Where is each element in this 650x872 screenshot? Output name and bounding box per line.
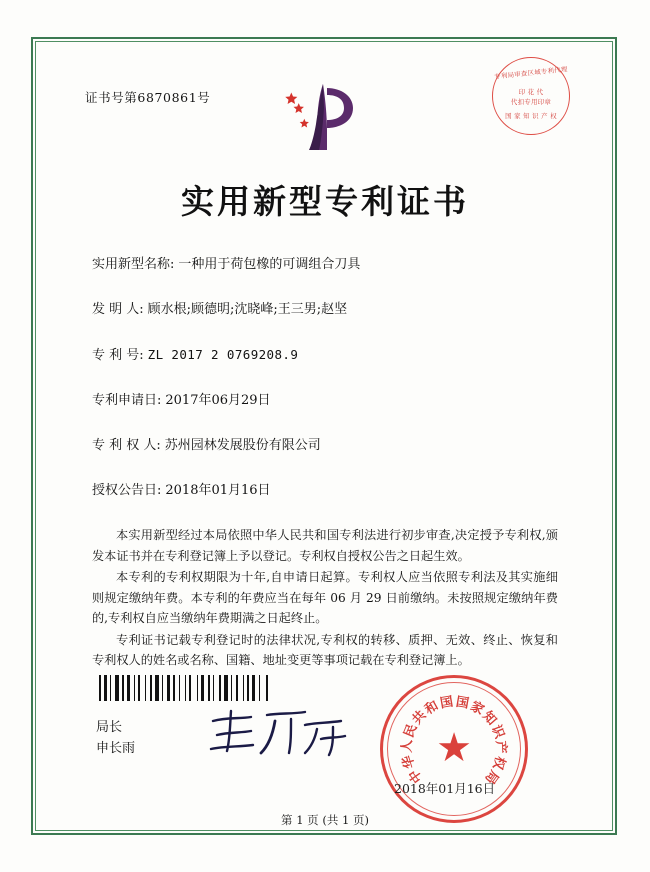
- seal-arc-char: 识: [487, 723, 507, 741]
- seal-arc-char: 局: [481, 767, 502, 787]
- stamp-line-3: 代扣专用印章: [510, 98, 552, 106]
- handwritten-signature: [205, 705, 355, 760]
- paragraph: 本实用新型经过本局依照中华人民共和国专利法进行初步审查,决定授予专利权,颁发本证书并在专利登记簿上予以登记。专利权自授权公告之日起生效。: [92, 528, 558, 563]
- field-label: 专 利 号:: [92, 348, 144, 363]
- stamp-line-1: 专利局审查区域专利代理: [493, 65, 568, 81]
- seal-star-icon: ★: [436, 725, 472, 772]
- director-title-label: 局长: [96, 720, 123, 735]
- field-value: 顾水根;顾德明;沈晓峰;王三男;赵坚: [147, 302, 348, 317]
- seal-arc-char: 共: [409, 707, 430, 728]
- patent-barcode: [99, 675, 296, 701]
- seal-arc-char: 人: [399, 739, 416, 754]
- barcode-bar: [122, 675, 124, 701]
- field-row: [92, 345, 562, 366]
- barcode-bar: [179, 675, 180, 701]
- barcode-bar: [236, 675, 238, 701]
- field-label: 实用新型名称:: [92, 257, 175, 272]
- field-value: 2017年06月29日: [165, 393, 271, 408]
- barcode-bar: [145, 675, 146, 701]
- barcode-bar: [104, 675, 107, 701]
- barcode-bar: [167, 675, 170, 701]
- field-row: [92, 391, 562, 411]
- seal-arc-char: 国: [438, 694, 455, 712]
- national-ip-administration-seal: [380, 675, 528, 823]
- patent-emblem-icon: [283, 78, 363, 156]
- barcode-bar: [134, 675, 135, 701]
- field-value: 2018年01月16日: [165, 483, 271, 498]
- barcode-bar: [201, 675, 204, 701]
- director-name-label: 申长雨: [96, 741, 136, 756]
- barcode-bar: [127, 675, 130, 701]
- barcode-bar: [99, 675, 101, 701]
- seal-arc-char: 权: [489, 754, 508, 772]
- field-value: ZL 2017 2 0769208.9: [147, 347, 299, 362]
- top-right-round-stamp: [492, 57, 570, 135]
- field-label: 发 明 人:: [92, 302, 144, 317]
- barcode-bar: [150, 675, 152, 701]
- seal-arc-char: 产: [492, 740, 509, 755]
- field-value: 苏州园林发展股份有限公司: [164, 438, 321, 453]
- barcode-bar: [266, 675, 268, 701]
- field-value: 一种用于荷包橡的可调组合刀具: [178, 257, 361, 272]
- field-label: 授权公告日:: [92, 483, 162, 498]
- seal-arc-char: 民: [401, 722, 421, 740]
- barcode-bar: [252, 675, 255, 701]
- barcode-bar: [173, 675, 175, 701]
- barcode-bar: [110, 675, 111, 701]
- barcode-bar: [247, 675, 249, 701]
- seal-arc-char: 和: [422, 698, 442, 718]
- page-title: 实用新型专利证书: [181, 182, 469, 221]
- barcode-bar: [259, 675, 260, 701]
- barcode-bar: [115, 675, 119, 701]
- paragraph: 本专利的专利权期限为十年,自申请日起算。专利权人应当依照专利法及其实施细则规定缴纳年费。本专利的年费应当在每年 06 月 29 日前缴纳。未按照规定缴纳年费的,专利权自应当缴纳年费期满之日起终止。: [92, 570, 558, 625]
- barcode-bar: [189, 675, 191, 701]
- barcode-bar: [219, 675, 221, 701]
- seal-arc-char: 家: [467, 698, 487, 719]
- barcode-bar: [155, 675, 159, 701]
- barcode-bar: [208, 675, 210, 701]
- field-row: [92, 436, 562, 456]
- field-row: [92, 481, 562, 501]
- barcode-bar: [224, 675, 228, 701]
- field-row: [92, 255, 562, 275]
- signature-block: [96, 717, 135, 759]
- paragraph: 专利证书记载专利登记时的法律状况,专利权的转移、质押、无效、终止、恢复和专利权人的姓名或名称、国籍、地址变更等事项记载在专利登记簿上。: [92, 632, 558, 667]
- field-row: [92, 300, 562, 320]
- barcode-bar: [213, 675, 214, 701]
- seal-arc-char: 国: [454, 694, 471, 712]
- field-label: 专 利 权 人:: [92, 438, 161, 453]
- barcode-bar: [231, 675, 232, 701]
- legal-text: [92, 525, 558, 672]
- seal-arc-char: 知: [479, 708, 500, 729]
- barcode-bar: [162, 675, 163, 701]
- stamp-line-2: 印 花 代: [518, 88, 544, 96]
- certificate-fields: [92, 255, 562, 526]
- seal-arc-char: 中: [406, 766, 426, 786]
- stamp-line-4: 国 家 知 识 产 权: [505, 112, 557, 120]
- certificate-number: 证书号第6870861号: [85, 90, 211, 105]
- barcode-bar: [138, 675, 140, 701]
- page-footer: 第 1 页 (共 1 页): [281, 813, 369, 827]
- seal-date: 2018年01月16日: [394, 781, 496, 796]
- barcode-bar: [197, 675, 198, 701]
- barcode-bar: [243, 675, 244, 701]
- field-label: 专利申请日:: [92, 393, 162, 408]
- seal-arc-char: 华: [400, 753, 419, 771]
- barcode-bar: [185, 675, 186, 701]
